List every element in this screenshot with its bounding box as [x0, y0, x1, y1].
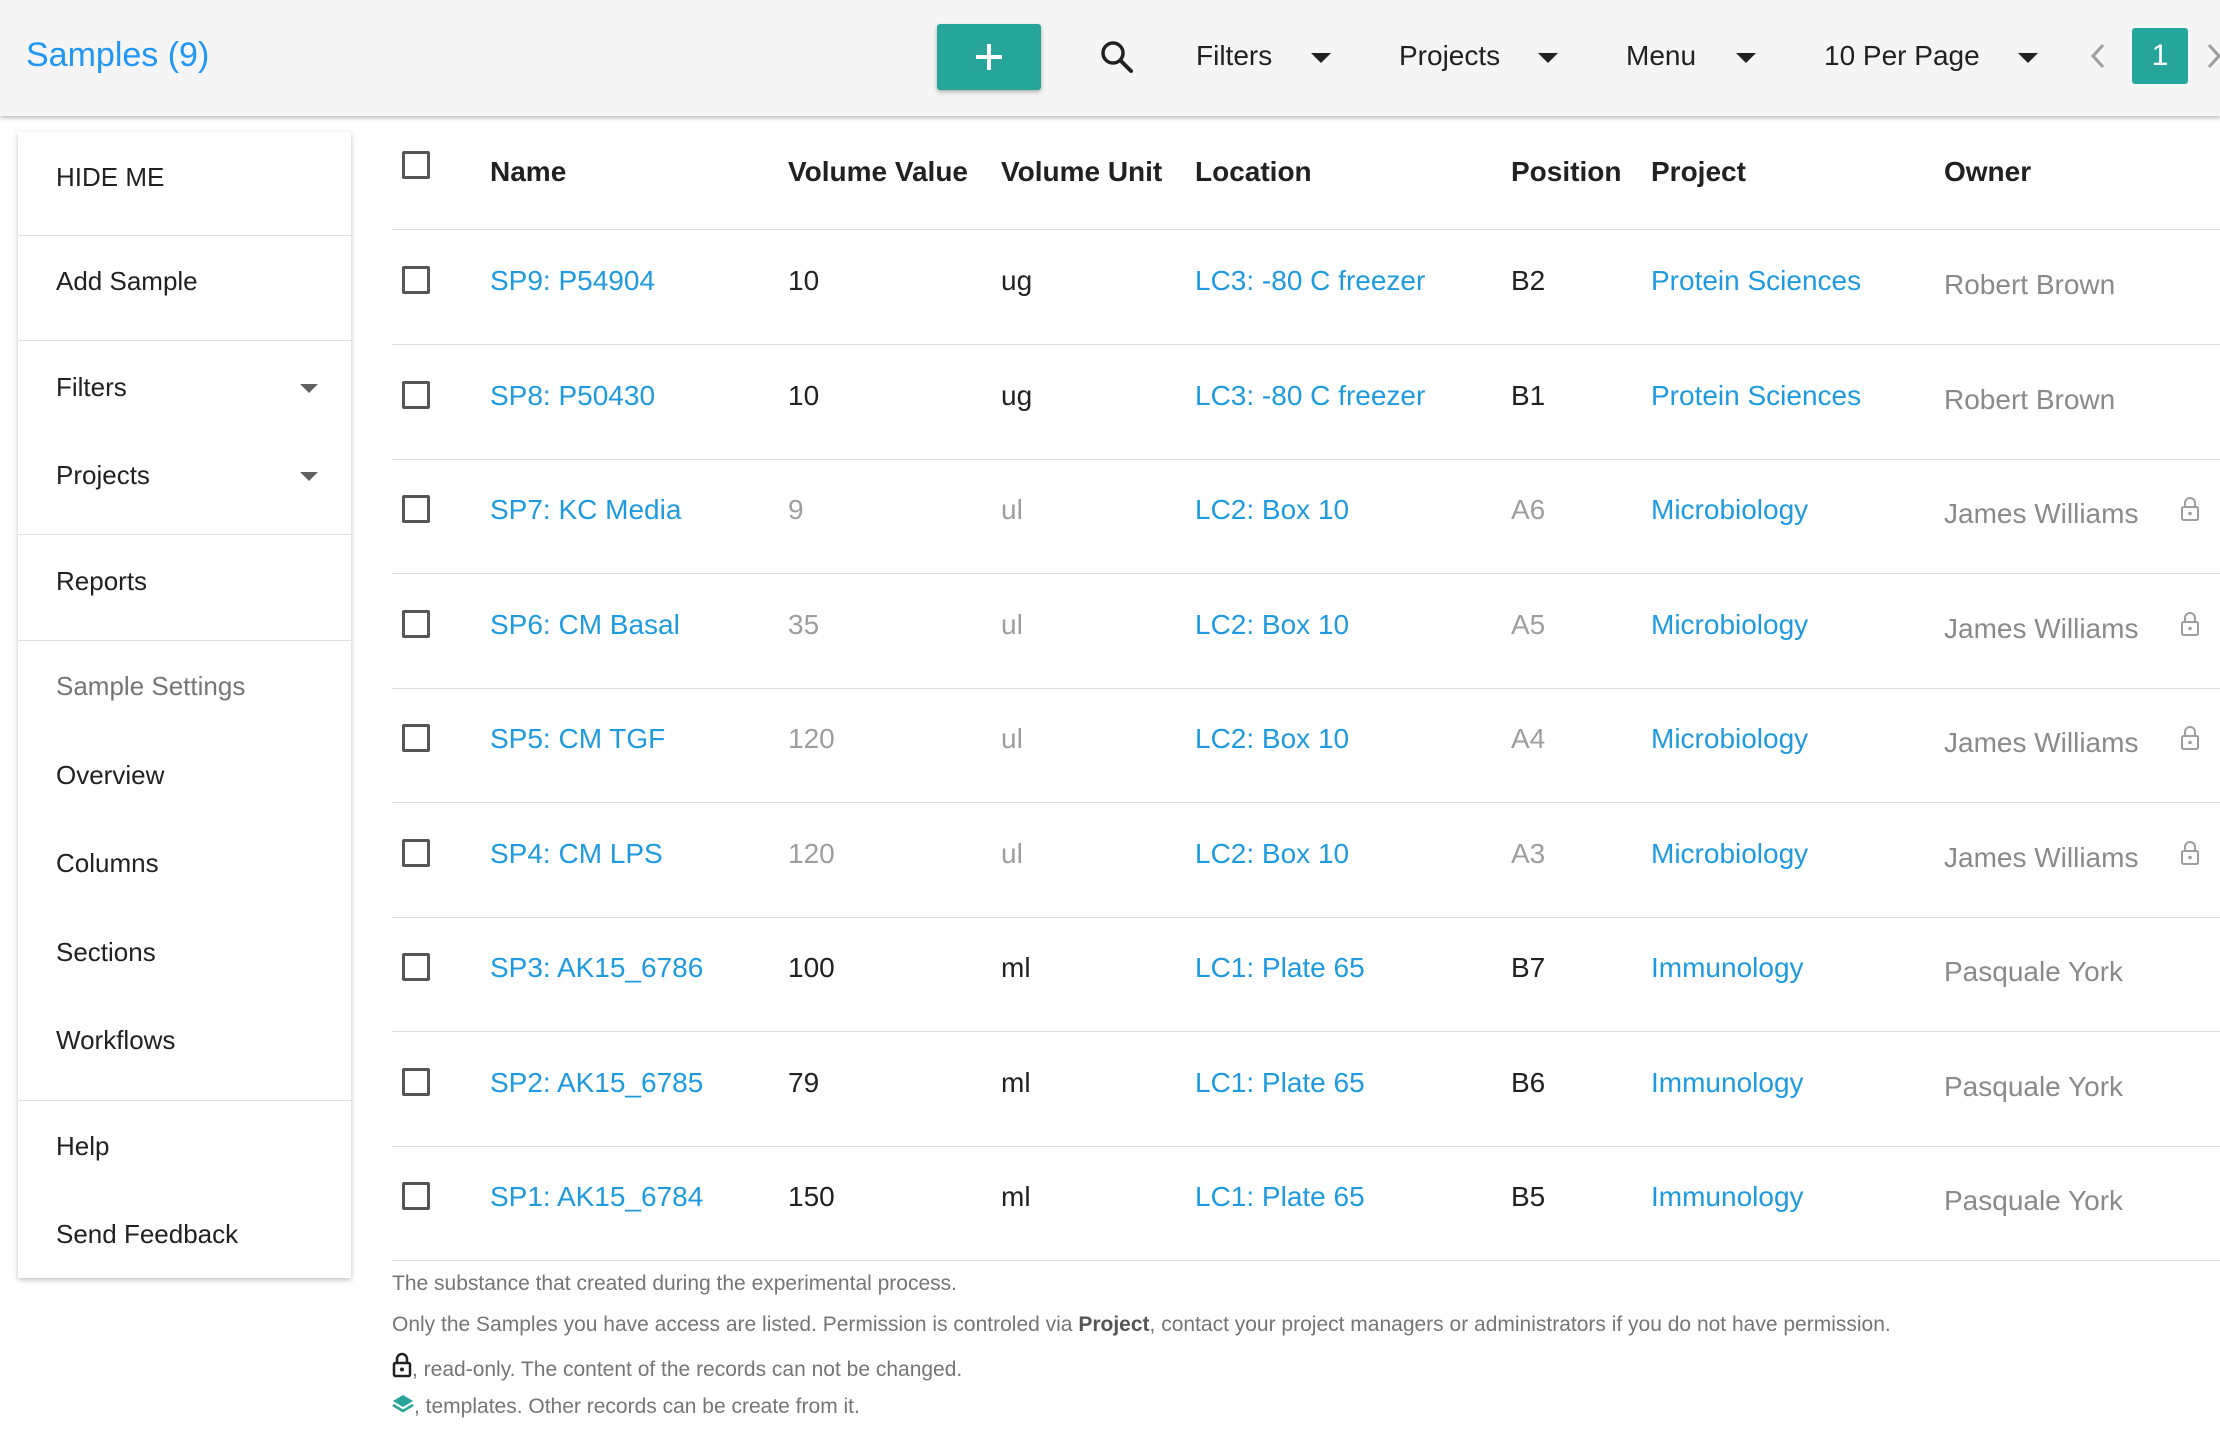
row-checkbox[interactable]	[402, 839, 430, 867]
position-cell: A3	[1511, 838, 1546, 869]
projects-dropdown[interactable]: Projects	[1399, 40, 1501, 71]
table-row[interactable]	[0, 345, 2220, 459]
project-link[interactable]: Immunology	[1651, 952, 1804, 983]
position-cell: B5	[1511, 1181, 1546, 1212]
table-row[interactable]	[0, 459, 2220, 573]
access-note-project: Project	[1078, 1313, 1150, 1336]
volume-value-cell: 10	[788, 380, 820, 411]
volume-value-cell: 120	[788, 723, 835, 754]
readonly-note-text: , read-only. The content of the records can not be changed.	[412, 1358, 963, 1381]
table-row[interactable]	[0, 688, 2220, 802]
location-link[interactable]: LC2: Box 10	[1195, 838, 1350, 869]
position-cell: B2	[1511, 265, 1546, 296]
sample-name-link[interactable]: SP7: KC Media	[490, 494, 682, 525]
column-header-location[interactable]: Location	[1195, 156, 1312, 187]
add-sample-button[interactable]	[937, 24, 1041, 90]
readonly-note	[392, 1352, 962, 1382]
volume-unit-cell: ml	[1001, 952, 1031, 983]
volume-value-cell: 150	[788, 1181, 835, 1212]
location-link[interactable]: LC3: -80 C freezer	[1195, 265, 1426, 296]
location-link[interactable]: LC2: Box 10	[1195, 494, 1350, 525]
row-checkbox[interactable]	[402, 1182, 430, 1210]
table-row[interactable]	[0, 917, 2220, 1031]
chevron-right-icon	[2206, 41, 2220, 71]
row-checkbox[interactable]	[402, 381, 430, 409]
column-header-owner[interactable]: Owner	[1944, 156, 2032, 187]
location-link[interactable]: LC1: Plate 65	[1195, 952, 1365, 983]
sidebar-item-filters[interactable]: Filters	[56, 372, 127, 402]
volume-unit-cell: ul	[1001, 838, 1023, 869]
templates-note	[392, 1393, 860, 1419]
lock-icon	[392, 1352, 412, 1378]
lock-icon	[2180, 840, 2200, 871]
project-link[interactable]: Microbiology	[1651, 494, 1809, 525]
owner-cell: James Williams	[1944, 498, 2139, 529]
table-row[interactable]	[0, 230, 2220, 344]
sidebar-item-overview[interactable]: Overview	[56, 760, 165, 790]
project-link[interactable]: Microbiology	[1651, 838, 1809, 869]
templates-note-text: , templates. Other records can be create from it.	[414, 1395, 860, 1418]
per-page-dropdown[interactable]: 10 Per Page	[1824, 40, 1980, 71]
location-link[interactable]: LC1: Plate 65	[1195, 1067, 1365, 1098]
column-header-name[interactable]: Name	[490, 156, 567, 187]
lock-icon	[2180, 611, 2200, 642]
search-icon	[1098, 38, 1136, 76]
access-note-text: Only the Samples you have access are listed. Permission is controled via	[392, 1313, 1079, 1336]
position-cell: B7	[1511, 952, 1546, 983]
filters-caret-icon[interactable]	[1311, 53, 1331, 63]
projects-caret-icon[interactable]	[1538, 53, 1558, 63]
row-checkbox[interactable]	[402, 610, 430, 638]
select-all-checkbox[interactable]	[402, 151, 430, 179]
table-row[interactable]	[0, 1146, 2220, 1260]
plus-icon	[973, 41, 1005, 73]
volume-unit-cell: ug	[1001, 380, 1033, 411]
per-page-caret-icon[interactable]	[2018, 53, 2038, 63]
column-header-position[interactable]: Position	[1511, 156, 1622, 187]
volume-unit-cell: ul	[1001, 723, 1023, 754]
position-cell: B1	[1511, 380, 1546, 411]
location-link[interactable]: LC2: Box 10	[1195, 609, 1350, 640]
sidebar-item-columns[interactable]: Columns	[56, 848, 159, 878]
owner-cell: Pasquale York	[1944, 1185, 2124, 1216]
volume-unit-cell: ul	[1001, 494, 1023, 525]
volume-unit-cell: ml	[1001, 1067, 1031, 1098]
column-header-project[interactable]: Project	[1651, 156, 1746, 187]
sidebar-item-send-feedback[interactable]: Send Feedback	[56, 1219, 239, 1249]
project-link[interactable]: Immunology	[1651, 1067, 1804, 1098]
page-1-button[interactable]: 1	[2132, 28, 2188, 84]
location-link[interactable]: LC1: Plate 65	[1195, 1181, 1365, 1212]
owner-cell: Pasquale York	[1944, 956, 2124, 987]
sidebar-item-add-sample[interactable]: Add Sample	[56, 266, 198, 296]
table-row[interactable]	[0, 1032, 2220, 1146]
sidebar-item-sections[interactable]: Sections	[56, 937, 156, 967]
position-cell: B6	[1511, 1067, 1546, 1098]
owner-cell: James Williams	[1944, 613, 2139, 644]
sample-name-link[interactable]: SP1: AK15_6784	[490, 1181, 704, 1212]
lock-icon	[2180, 496, 2200, 527]
volume-value-cell: 79	[788, 1067, 820, 1098]
column-header-volume-unit[interactable]: Volume Unit	[1001, 156, 1163, 187]
position-cell: A5	[1511, 609, 1546, 640]
table-row[interactable]	[0, 803, 2220, 917]
volume-value-cell: 10	[788, 265, 820, 296]
chevron-left-icon	[2088, 41, 2108, 71]
filters-dropdown[interactable]: Filters	[1196, 40, 1273, 71]
volume-value-cell: 100	[788, 952, 835, 983]
owner-cell: Robert Brown	[1944, 384, 2116, 415]
project-link[interactable]: Protein Sciences	[1651, 265, 1862, 296]
location-link[interactable]: LC3: -80 C freezer	[1195, 380, 1426, 411]
sample-name-link[interactable]: SP8: P50430	[490, 380, 656, 411]
sample-name-link[interactable]: SP5: CM TGF	[490, 723, 666, 754]
position-cell: A4	[1511, 723, 1546, 754]
sidebar-item-workflows[interactable]: Workflows	[56, 1025, 176, 1055]
volume-value-cell: 35	[788, 609, 820, 640]
owner-cell: Pasquale York	[1944, 1071, 2124, 1102]
next-page-button[interactable]	[2206, 41, 2220, 76]
page-title: Samples (9)	[26, 36, 210, 74]
sample-name-link[interactable]: SP2: AK15_6785	[490, 1067, 704, 1098]
hide-me-button[interactable]: HIDE ME	[56, 162, 165, 192]
owner-cell: James Williams	[1944, 727, 2139, 758]
sample-name-link[interactable]: SP9: P54904	[490, 265, 656, 296]
row-checkbox[interactable]	[402, 266, 430, 294]
position-cell: A6	[1511, 494, 1546, 525]
row-checkbox[interactable]	[402, 495, 430, 523]
owner-cell: James Williams	[1944, 842, 2139, 873]
menu-caret-icon[interactable]	[1736, 53, 1756, 63]
sidebar-item-reports[interactable]: Reports	[56, 566, 148, 596]
sidebar-item-help[interactable]: Help	[56, 1131, 110, 1161]
access-note-text-2: , contact your project managers or administrators if you do not have permission.	[1149, 1313, 1891, 1336]
project-link[interactable]: Protein Sciences	[1651, 380, 1862, 411]
lock-icon	[2180, 725, 2200, 756]
access-note	[392, 1313, 1891, 1337]
search-button[interactable]	[1098, 38, 1136, 81]
top-bar	[0, 0, 2220, 116]
volume-unit-cell: ml	[1001, 1181, 1031, 1212]
project-link[interactable]: Immunology	[1651, 1181, 1804, 1212]
sample-name-link[interactable]: SP3: AK15_6786	[490, 952, 704, 983]
volume-unit-cell: ug	[1001, 265, 1033, 296]
row-checkbox[interactable]	[402, 1068, 430, 1096]
project-link[interactable]: Microbiology	[1651, 723, 1809, 754]
row-divider	[392, 1260, 2220, 1261]
layers-icon	[392, 1393, 414, 1415]
column-header-volume-value[interactable]: Volume Value	[788, 156, 968, 187]
volume-unit-cell: ul	[1001, 609, 1023, 640]
sidebar-section-sample-settings: Sample Settings	[56, 671, 246, 701]
description-note: The substance that created during the experimental process.	[392, 1272, 957, 1295]
project-link[interactable]: Microbiology	[1651, 609, 1809, 640]
sample-name-link[interactable]: SP6: CM Basal	[490, 609, 680, 640]
menu-dropdown[interactable]: Menu	[1626, 40, 1697, 71]
row-checkbox[interactable]	[402, 724, 430, 752]
volume-value-cell: 120	[788, 838, 835, 869]
sample-name-link[interactable]: SP4: CM LPS	[490, 838, 663, 869]
location-link[interactable]: LC2: Box 10	[1195, 723, 1350, 754]
previous-page-button[interactable]	[2088, 41, 2108, 76]
table-row[interactable]	[0, 574, 2220, 688]
sidebar-item-projects[interactable]: Projects	[56, 460, 150, 490]
volume-value-cell: 9	[788, 494, 804, 525]
owner-cell: Robert Brown	[1944, 269, 2116, 300]
row-checkbox[interactable]	[402, 953, 430, 981]
